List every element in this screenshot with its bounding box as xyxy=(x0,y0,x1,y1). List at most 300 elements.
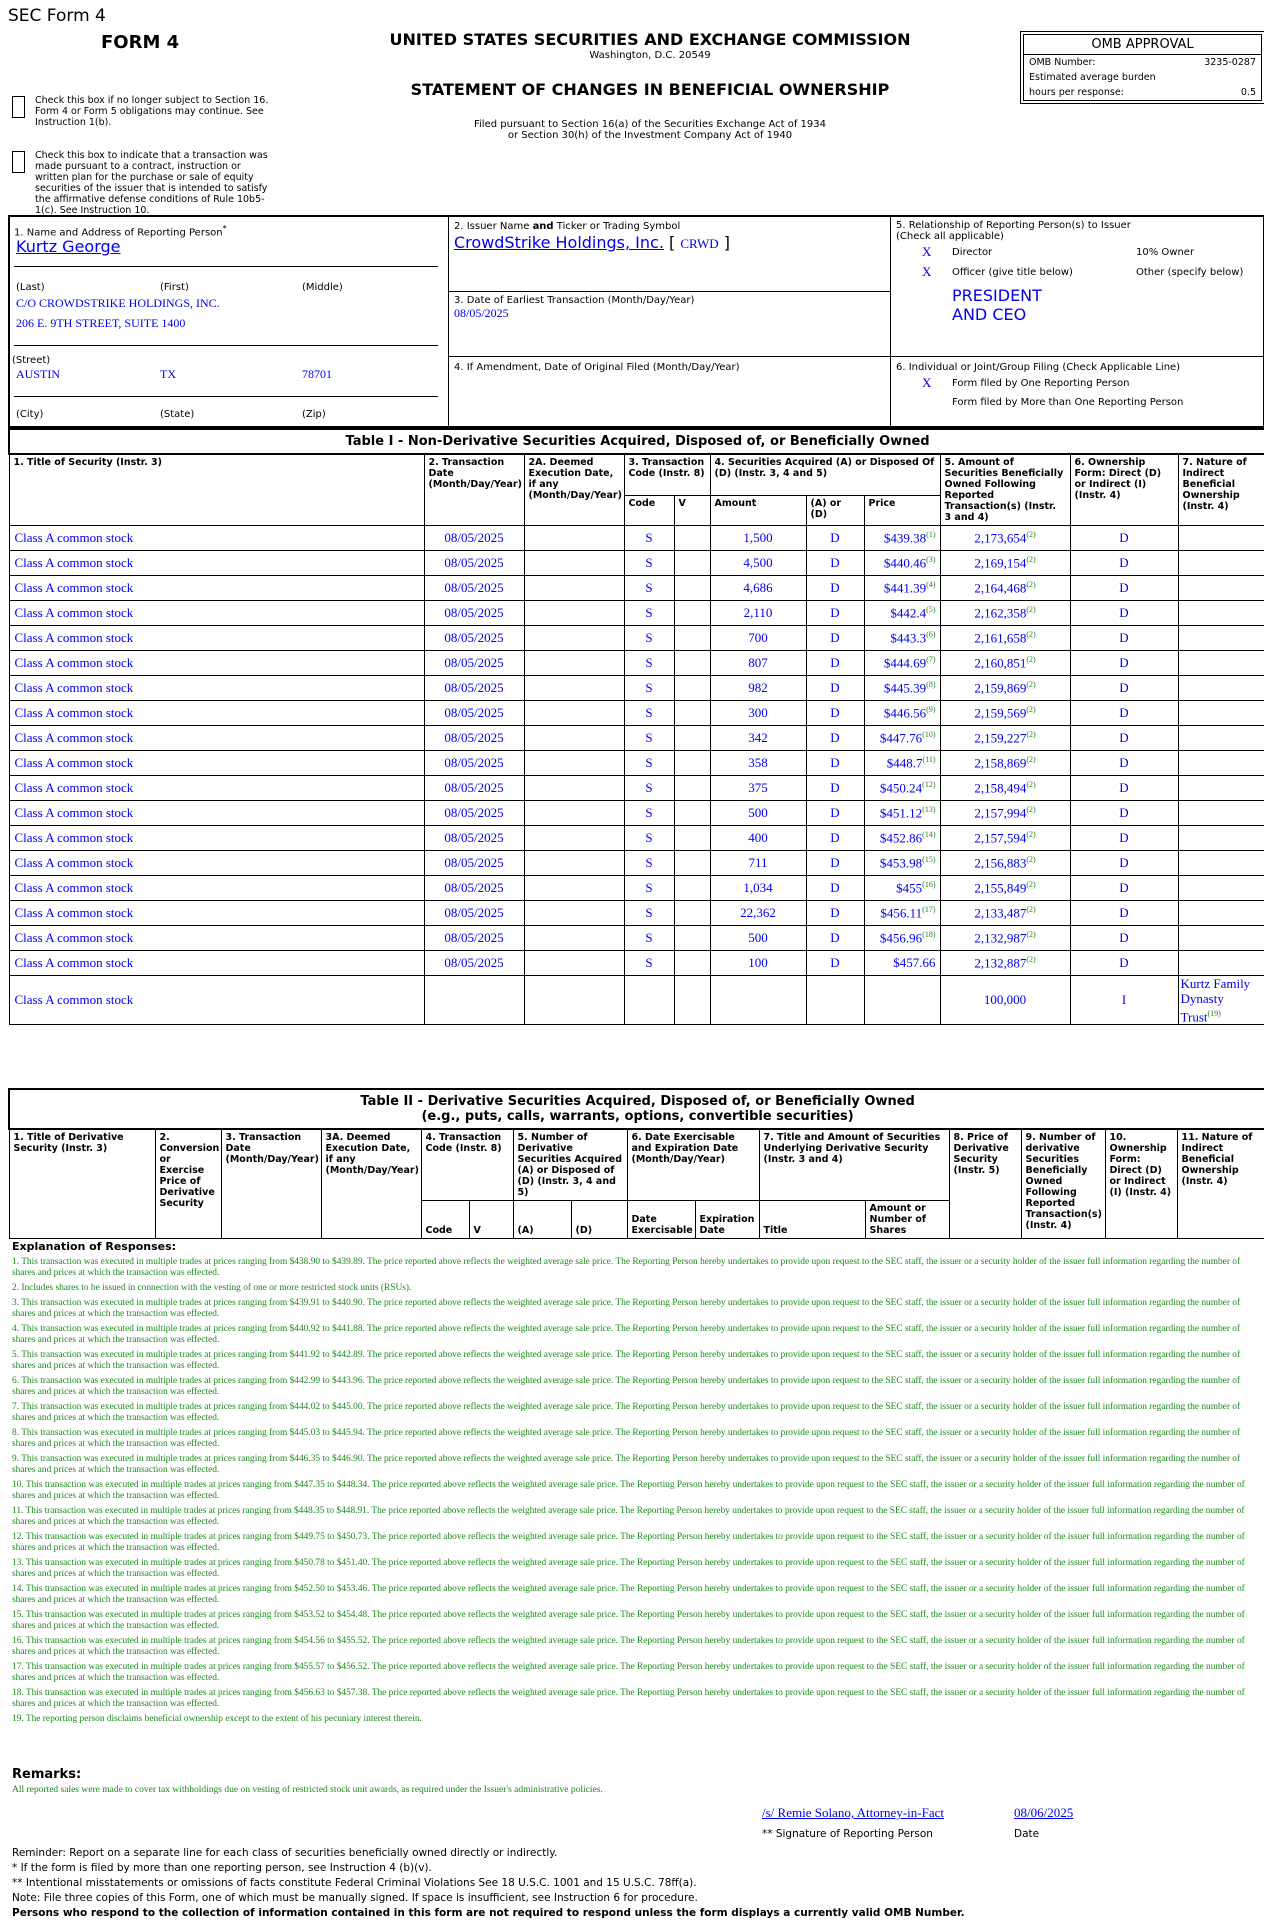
remarks-heading: Remarks: xyxy=(12,1767,82,1782)
price-footnote: (9) xyxy=(926,704,936,714)
omb-approval-box xyxy=(1020,31,1264,104)
issuer-name-row: CrowdStrike Holdings, Inc. [ CRWD ] xyxy=(454,233,730,252)
acquired-disposed: D xyxy=(806,726,864,751)
acquired-disposed: D xyxy=(806,551,864,576)
t2-h-number: 5. Number of Derivative Securities Acquired (A) or Disposed of (D) (Instr. 3, 4 and 5) xyxy=(513,1129,627,1201)
owned-value: 2,164,468 xyxy=(974,580,1027,596)
security-title: Class A common stock xyxy=(9,951,424,976)
filed-line-2: or Section 30(h) of the Investment Company Act of 1940 xyxy=(507,130,793,141)
price xyxy=(864,951,940,976)
price-footnote: (4) xyxy=(926,579,936,589)
owned-following xyxy=(940,576,1070,601)
t2-h-v-sub: V xyxy=(469,1201,513,1239)
signature-label: ** Signature of Reporting Person xyxy=(762,1828,933,1840)
owned-value: 2,169,154 xyxy=(974,555,1027,571)
t2-h-nature: 11. Nature of Indirect Beneficial Ownership (Instr. 4) xyxy=(1177,1129,1264,1239)
owned-footnote: (2) xyxy=(1026,904,1036,914)
transaction-code: S xyxy=(624,776,674,801)
price-value: $456.96 xyxy=(879,930,923,946)
price-footnote: (10) xyxy=(922,729,936,739)
security-title: Class A common stock xyxy=(9,976,424,1025)
v-flag xyxy=(674,551,710,576)
acquired-disposed: D xyxy=(806,676,864,701)
table-2-derivative xyxy=(8,1088,1264,1239)
price xyxy=(864,551,940,576)
security-title: Class A common stock xyxy=(9,901,424,926)
footnote-list xyxy=(12,1257,1252,1725)
security-title: Class A common stock xyxy=(9,626,424,651)
deemed-date xyxy=(524,676,624,701)
owned-footnote: (2) xyxy=(1026,729,1036,739)
t2-h-exercisable: 6. Date Exercisable and Expiration Date (Month/Day/Year) xyxy=(627,1129,759,1201)
security-title: Class A common stock xyxy=(9,601,424,626)
price xyxy=(864,926,940,951)
t2-h-ownership: 10. Ownership Form: Direct (D) or Indirect (I) (Instr. 4) xyxy=(1105,1129,1177,1239)
owned-footnote: (2) xyxy=(1026,854,1036,864)
officer-title: PRESIDENT AND CEO xyxy=(952,286,1042,324)
owned-value: 2,155,849 xyxy=(974,880,1027,896)
amount: 400 xyxy=(710,826,806,851)
footnote: 17. This transaction was executed in multiple trades at prices ranging from $455.57 to $456.52. The price reported above reflects the weighted average sale price. The Reporting Person hereby undertakes to provide upon request to the SEC staff, the issuer or a security holder of the issuer full information regarding the number of shares and prices at which the transaction was effected. xyxy=(12,1662,1245,1683)
price-value: $450.24 xyxy=(879,780,923,796)
owned-footnote: (2) xyxy=(1026,954,1036,964)
owned-following xyxy=(940,826,1070,851)
statement-title: STATEMENT OF CHANGES IN BENEFICIAL OWNERSHIP xyxy=(410,80,890,99)
deemed-date xyxy=(524,801,624,826)
security-title: Class A common stock xyxy=(9,726,424,751)
footnote: 13. This transaction was executed in multiple trades at prices ranging from $450.78 to $451.40. The price reported above reflects the weighted average sale price. The Reporting Person hereby undertakes to provide upon request to the SEC staff, the issuer or a security holder of the issuer full information regarding the number of shares and prices at which the transaction was effected. xyxy=(12,1558,1245,1579)
acquired-disposed: D xyxy=(806,701,864,726)
table-row xyxy=(9,926,1264,951)
t1-h-title: 1. Title of Security (Instr. 3) xyxy=(9,454,424,526)
table-row xyxy=(9,626,1264,651)
security-title: Class A common stock xyxy=(9,776,424,801)
footnote: 16. This transaction was executed in multiple trades at prices ranging from $454.56 to $455.52. The price reported above reflects the weighted average sale price. The Reporting Person hereby undertakes to provide upon request to the SEC staff, the issuer or a security holder of the issuer full information regarding the number of shares and prices at which the transaction was effected. xyxy=(12,1636,1245,1657)
first-label: (First) xyxy=(160,282,189,293)
address-line-2: 206 E. 9TH STREET, SUITE 1400 xyxy=(16,316,186,330)
nature-indirect xyxy=(1178,826,1264,851)
state-value: TX xyxy=(160,367,176,381)
reporting-info-grid xyxy=(8,215,1264,428)
omb-title: OMB APPROVAL xyxy=(1024,35,1261,55)
omb-hours: 0.5 xyxy=(1240,87,1256,98)
t1-h-amount-sub: Amount xyxy=(710,496,806,526)
nature-indirect xyxy=(1178,951,1264,976)
signature-link[interactable]: /s/ Remie Solano, Attorney-in-Fact xyxy=(762,1805,944,1820)
price-value: $453.98 xyxy=(879,855,923,871)
footer-misstatements: ** Intentional misstatements or omissions of facts constitute Federal Criminal Violations See 18 U.S.C. 1001 and 15 U.S.C. 78ff(a). xyxy=(12,1877,697,1889)
t2-h-code: 4. Transaction Code (Instr. 8) xyxy=(421,1129,513,1201)
section16-checkbox[interactable] xyxy=(12,96,25,118)
price-value: $440.46 xyxy=(883,555,927,571)
nature-value: Kurtz Family Dynasty Trust xyxy=(1180,976,1251,1025)
street-label: (Street) xyxy=(12,355,51,366)
t2-h-a-sub: (A) xyxy=(513,1201,571,1239)
deemed-date xyxy=(524,926,624,951)
ownership-form: D xyxy=(1070,676,1178,701)
transaction-date: 08/05/2025 xyxy=(424,701,524,726)
v-flag xyxy=(674,826,710,851)
deemed-date xyxy=(524,626,624,651)
deemed-date xyxy=(524,901,624,926)
form-title: FORM 4 xyxy=(101,32,180,53)
v-flag xyxy=(674,701,710,726)
transaction-date: 08/05/2025 xyxy=(424,776,524,801)
price-footnote: (6) xyxy=(926,629,936,639)
security-title: Class A common stock xyxy=(9,551,424,576)
deemed-date xyxy=(524,701,624,726)
amount: 1,500 xyxy=(710,526,806,551)
zip-value: 78701 xyxy=(302,367,332,381)
amount: 100 xyxy=(710,951,806,976)
price xyxy=(864,726,940,751)
price-footnote: (1) xyxy=(926,529,936,539)
v-flag xyxy=(674,626,710,651)
t2-h-price: 8. Price of Derivative Security (Instr. 5) xyxy=(949,1129,1021,1239)
price xyxy=(864,676,940,701)
price-footnote: (18) xyxy=(922,929,936,939)
price xyxy=(864,701,940,726)
owned-value: 2,158,869 xyxy=(974,755,1027,771)
deemed-date xyxy=(524,776,624,801)
table-row xyxy=(9,726,1264,751)
reporting-person-name[interactable]: Kurtz George xyxy=(16,237,121,256)
filing-more-label: Form filed by More than One Reporting Person xyxy=(952,397,1184,408)
amount: 711 xyxy=(710,851,806,876)
ownership-form: D xyxy=(1070,776,1178,801)
v-flag xyxy=(674,751,710,776)
table-row xyxy=(9,601,1264,626)
nature-indirect xyxy=(1178,926,1264,951)
nature-indirect xyxy=(1178,626,1264,651)
acquired-disposed: D xyxy=(806,776,864,801)
t2-h-date: 3. Transaction Date (Month/Day/Year) xyxy=(221,1129,321,1239)
nature-indirect xyxy=(1178,651,1264,676)
footnote: 5. This transaction was executed in multiple trades at prices ranging from $441.92 to $442.89. The price reported above reflects the weighted average sale price. The Reporting Person hereby undertakes to provide upon request to the SEC staff, the issuer or a security holder of the issuer full information regarding the number of shares and prices at which the transaction was effected. xyxy=(12,1350,1241,1371)
t2-h-amount-sub: Amount or Number of Shares xyxy=(865,1201,949,1239)
owned-value: 2,132,887 xyxy=(974,955,1027,971)
transaction-code: S xyxy=(624,901,674,926)
owned-footnote: (2) xyxy=(1026,554,1036,564)
zip-label: (Zip) xyxy=(302,409,326,420)
transaction-code: S xyxy=(624,851,674,876)
deemed-date xyxy=(524,576,624,601)
owned-value: 2,160,851 xyxy=(974,655,1027,671)
transaction-code: S xyxy=(624,676,674,701)
city-value: AUSTIN xyxy=(16,367,60,381)
owned-value: 2,132,987 xyxy=(974,930,1027,946)
amount: 375 xyxy=(710,776,806,801)
amount: 300 xyxy=(710,701,806,726)
reporting-person-label: 1. Name and Address of Reporting Person* xyxy=(14,223,227,239)
remarks-text: All reported sales were made to cover tax withholdings due on vesting of restricted stock unit awards, as required under the Issuer's administrative policies. xyxy=(12,1785,603,1795)
nature-indirect xyxy=(1178,776,1264,801)
price xyxy=(864,751,940,776)
footnote: 14. This transaction was executed in multiple trades at prices ranging from $452.50 to $453.46. The price reported above reflects the weighted average sale price. The Reporting Person hereby undertakes to provide upon request to the SEC staff, the issuer or a security holder of the issuer full information regarding the number of shares and prices at which the transaction was effected. xyxy=(12,1584,1245,1605)
signature-date xyxy=(1014,1805,1073,1821)
acquired-disposed: D xyxy=(806,951,864,976)
acquired-disposed: D xyxy=(806,526,864,551)
transaction-date: 08/05/2025 xyxy=(424,801,524,826)
transaction-date: 08/05/2025 xyxy=(424,551,524,576)
owned-footnote: (2) xyxy=(1026,754,1036,764)
footnote: 10. This transaction was executed in multiple trades at prices ranging from $447.35 to $448.34. The price reported above reflects the weighted average sale price. The Reporting Person hereby undertakes to provide upon request to the SEC staff, the issuer or a security holder of the issuer full information regarding the number of shares and prices at which the transaction was effected. xyxy=(12,1480,1245,1501)
owned-footnote: (2) xyxy=(1026,679,1036,689)
table-1-non-derivative xyxy=(8,428,1264,1025)
price-value: $441.39 xyxy=(883,580,927,596)
transaction-code: S xyxy=(624,701,674,726)
owned-following xyxy=(940,801,1070,826)
transaction-code: S xyxy=(624,726,674,751)
footnote: 6. This transaction was executed in multiple trades at prices ranging from $442.99 to $443.96. The price reported above reflects the weighted average sale price. The Reporting Person hereby undertakes to provide upon request to the SEC staff, the issuer or a security holder of the issuer full information regarding the number of shares and prices at which the transaction was effected. xyxy=(12,1376,1241,1397)
v-flag xyxy=(674,576,710,601)
t2-h-d-sub: (D) xyxy=(571,1201,627,1239)
t2-h-title: 1. Title of Derivative Security (Instr. 3) xyxy=(9,1129,155,1239)
table-row xyxy=(9,576,1264,601)
relationship-label: 5. Relationship of Reporting Person(s) to Issuer (Check all applicable) xyxy=(896,220,1131,242)
middle-label: (Middle) xyxy=(302,282,343,293)
issuer-name-link[interactable]: CrowdStrike Holdings, Inc. xyxy=(454,233,664,252)
price-footnote: (5) xyxy=(926,604,936,614)
v-flag xyxy=(674,801,710,826)
owned-following xyxy=(940,776,1070,801)
t1-h-v-sub: V xyxy=(674,496,710,526)
footnote: 9. This transaction was executed in multiple trades at prices ranging from $446.35 to $446.90. The price reported above reflects the weighted average sale price. The Reporting Person hereby undertakes to provide upon request to the SEC staff, the issuer or a security holder of the issuer full information regarding the number of shares and prices at which the transaction was effected. xyxy=(12,1454,1241,1475)
price xyxy=(864,576,940,601)
owned-footnote: (2) xyxy=(1026,779,1036,789)
transaction-date: 08/05/2025 xyxy=(424,876,524,901)
owned-following xyxy=(940,926,1070,951)
acquired-disposed: D xyxy=(806,901,864,926)
v-flag xyxy=(674,526,710,551)
state-label: (State) xyxy=(160,409,195,420)
owned-footnote: (2) xyxy=(1026,529,1036,539)
owned-following xyxy=(940,551,1070,576)
security-title: Class A common stock xyxy=(9,876,424,901)
price-value: $443.3 xyxy=(890,630,927,646)
acquired-disposed: D xyxy=(806,851,864,876)
amount: 500 xyxy=(710,801,806,826)
owned-footnote: (2) xyxy=(1026,654,1036,664)
price-value: $439.38 xyxy=(883,530,927,546)
ownership-form: D xyxy=(1070,751,1178,776)
earliest-transaction-date: 08/05/2025 xyxy=(454,306,509,320)
amount: 500 xyxy=(710,926,806,951)
table-row xyxy=(9,876,1264,901)
table-row xyxy=(9,801,1264,826)
acquired-disposed: D xyxy=(806,801,864,826)
footnote: 7. This transaction was executed in multiple trades at prices ranging from $444.02 to $445.00. The price reported above reflects the weighted average sale price. The Reporting Person hereby undertakes to provide upon request to the SEC staff, the issuer or a security holder of the issuer full information regarding the number of shares and prices at which the transaction was effected. xyxy=(12,1402,1241,1423)
rule10b5-checkbox[interactable] xyxy=(12,151,25,173)
v-flag xyxy=(674,926,710,951)
deemed-date xyxy=(524,826,624,851)
ownership-form: D xyxy=(1070,876,1178,901)
ownership-form: D xyxy=(1070,951,1178,976)
amount: 4,686 xyxy=(710,576,806,601)
price-value: $451.12 xyxy=(879,805,923,821)
empty-cell xyxy=(806,976,864,1025)
explanation-heading: Explanation of Responses: xyxy=(12,1240,177,1253)
owned-footnote: (2) xyxy=(1026,879,1036,889)
transaction-date: 08/05/2025 xyxy=(424,751,524,776)
footer-multi-person: * If the form is filed by more than one reporting person, see Instruction 4 (b)(v). xyxy=(12,1862,432,1874)
deemed-date xyxy=(524,726,624,751)
table-row xyxy=(9,676,1264,701)
transaction-code: S xyxy=(624,801,674,826)
amount: 700 xyxy=(710,626,806,651)
price-footnote: (11) xyxy=(922,754,936,764)
ownership-form: D xyxy=(1070,651,1178,676)
price-value: $446.56 xyxy=(883,705,927,721)
owned-following xyxy=(940,651,1070,676)
price-value: $455 xyxy=(896,880,923,896)
transaction-date: 08/05/2025 xyxy=(424,626,524,651)
nature-indirect xyxy=(1178,601,1264,626)
price xyxy=(864,651,940,676)
ownership-form: D xyxy=(1070,701,1178,726)
security-title: Class A common stock xyxy=(9,851,424,876)
nature-indirect xyxy=(1178,851,1264,876)
nature-indirect xyxy=(1178,526,1264,551)
nature-indirect xyxy=(1178,876,1264,901)
amount: 342 xyxy=(710,726,806,751)
ownership-form: D xyxy=(1070,926,1178,951)
deemed-date xyxy=(524,751,624,776)
price-value: $452.86 xyxy=(879,830,923,846)
price-footnote: (17) xyxy=(922,904,936,914)
transaction-date: 08/05/2025 xyxy=(424,676,524,701)
footnote: 8. This transaction was executed in multiple trades at prices ranging from $445.03 to $445.94. The price reported above reflects the weighted average sale price. The Reporting Person hereby undertakes to provide upon request to the SEC staff, the issuer or a security holder of the issuer full information regarding the number of shares and prices at which the transaction was effected. xyxy=(12,1428,1241,1449)
director-label: Director xyxy=(952,247,993,258)
v-flag xyxy=(674,901,710,926)
omb-burden-label: Estimated average burden xyxy=(1029,72,1156,83)
v-flag xyxy=(674,726,710,751)
owned-value: 2,156,883 xyxy=(974,855,1027,871)
ownership-form: D xyxy=(1070,526,1178,551)
top-label: SEC Form 4 xyxy=(8,6,106,26)
nature-indirect xyxy=(1178,976,1264,1025)
owned-footnote: (2) xyxy=(1026,579,1036,589)
officer-mark[interactable]: X xyxy=(922,264,932,279)
director-mark[interactable]: X xyxy=(922,244,932,259)
nature-indirect xyxy=(1178,901,1264,926)
t1-h-price-sub: Price xyxy=(864,496,940,526)
omb-number: 3235-0287 xyxy=(1204,57,1256,68)
empty-cell xyxy=(524,976,624,1025)
t2-h-title-sub: Title xyxy=(759,1201,865,1239)
owned-following xyxy=(940,951,1070,976)
footnote: 19. The reporting person disclaims beneficial ownership except to the extent of his pecuniary interest therein. xyxy=(12,1714,422,1724)
other-label: Other (specify below) xyxy=(1136,267,1244,278)
empty-cell xyxy=(674,976,710,1025)
price xyxy=(864,901,940,926)
owned-following xyxy=(940,751,1070,776)
security-title: Class A common stock xyxy=(9,826,424,851)
filing-one-label: Form filed by One Reporting Person xyxy=(952,378,1130,389)
amount: 358 xyxy=(710,751,806,776)
acquired-disposed: D xyxy=(806,926,864,951)
amount: 1,034 xyxy=(710,876,806,901)
owned-footnote: (2) xyxy=(1026,629,1036,639)
date-label: Date xyxy=(1014,1828,1040,1840)
price xyxy=(864,601,940,626)
deemed-date xyxy=(524,526,624,551)
price-footnote: (15) xyxy=(922,854,936,864)
security-title: Class A common stock xyxy=(9,676,424,701)
price-footnote: (8) xyxy=(926,679,936,689)
owned-value: 2,161,658 xyxy=(974,630,1027,646)
v-flag xyxy=(674,876,710,901)
deemed-date xyxy=(524,851,624,876)
transaction-code: S xyxy=(624,951,674,976)
footnote: 1. This transaction was executed in multiple trades at prices ranging from $438.90 to $439.89. The price reported above reflects the weighted average sale price. The Reporting Person hereby undertakes to provide upon request to the SEC staff, the issuer or a security holder of the issuer full information regarding the number of shares and prices at which the transaction was effected. xyxy=(12,1257,1241,1278)
acquired-disposed: D xyxy=(806,626,864,651)
price xyxy=(864,801,940,826)
nature-indirect xyxy=(1178,576,1264,601)
filing-one-mark[interactable]: X xyxy=(922,375,932,390)
transaction-date: 08/05/2025 xyxy=(424,826,524,851)
table-row xyxy=(9,651,1264,676)
v-flag xyxy=(674,601,710,626)
acquired-disposed: D xyxy=(806,751,864,776)
price-footnote: (16) xyxy=(922,879,936,889)
section16-check xyxy=(12,95,270,128)
signature-name xyxy=(762,1805,944,1821)
price xyxy=(864,626,940,651)
empty-cell xyxy=(424,976,524,1025)
v-flag xyxy=(674,676,710,701)
owner10-label: 10% Owner xyxy=(1136,247,1195,258)
transaction-code: S xyxy=(624,576,674,601)
table-row xyxy=(9,551,1264,576)
signature-date-link[interactable]: 08/06/2025 xyxy=(1014,1805,1074,1820)
t1-h-date: 2. Transaction Date (Month/Day/Year) xyxy=(424,454,524,526)
issuer-label: 2. Issuer Name and Ticker or Trading Symbol xyxy=(454,221,681,232)
footer-omb-notice: Persons who respond to the collection of information contained in this form are not required to respond unless the form displays a currently valid OMB Number. xyxy=(12,1907,965,1919)
agency-block xyxy=(350,30,950,61)
table-row xyxy=(9,976,1264,1025)
transaction-code: S xyxy=(624,626,674,651)
address-line-1: C/O CROWDSTRIKE HOLDINGS, INC. xyxy=(16,296,220,310)
transaction-date: 08/05/2025 xyxy=(424,526,524,551)
owned-following xyxy=(940,626,1070,651)
owned-value: 2,133,487 xyxy=(974,905,1027,921)
amount: 22,362 xyxy=(710,901,806,926)
v-flag xyxy=(674,776,710,801)
price-value: $442.4 xyxy=(890,605,927,621)
footnote: 18. This transaction was executed in multiple trades at prices ranging from $456.63 to $457.38. The price reported above reflects the weighted average sale price. The Reporting Person hereby undertakes to provide upon request to the SEC staff, the issuer or a security holder of the issuer full information regarding the number of shares and prices at which the transaction was effected. xyxy=(12,1688,1245,1709)
owned-value: 2,157,994 xyxy=(974,805,1027,821)
transaction-date: 08/05/2025 xyxy=(424,851,524,876)
t1-h-ownership: 6. Ownership Form: Direct (D) or Indirect (I) (Instr. 4) xyxy=(1070,454,1178,526)
price xyxy=(864,526,940,551)
owned-following xyxy=(940,726,1070,751)
nature-indirect xyxy=(1178,726,1264,751)
explanation-of-responses xyxy=(12,1240,1252,1729)
owned-footnote: (2) xyxy=(1026,704,1036,714)
owned-value: 2,162,358 xyxy=(974,605,1027,621)
footer-reminder: Reminder: Report on a separate line for each class of securities beneficially owned directly or indirectly. xyxy=(12,1847,558,1859)
t2-h-date-ex-sub: Date Exercisable xyxy=(627,1201,695,1239)
agency-location: Washington, D.C. 20549 xyxy=(589,50,711,61)
footer-note: Note: File three copies of this Form, one of which must be manually signed. If space is insufficient, see Instruction 6 for procedure. xyxy=(12,1892,698,1904)
city-label: (City) xyxy=(16,409,44,420)
omb-hours-label: hours per response: xyxy=(1029,87,1124,98)
transaction-date: 08/05/2025 xyxy=(424,576,524,601)
v-flag xyxy=(674,851,710,876)
nature-footnote: (19) xyxy=(1207,1009,1221,1018)
table-row xyxy=(9,776,1264,801)
